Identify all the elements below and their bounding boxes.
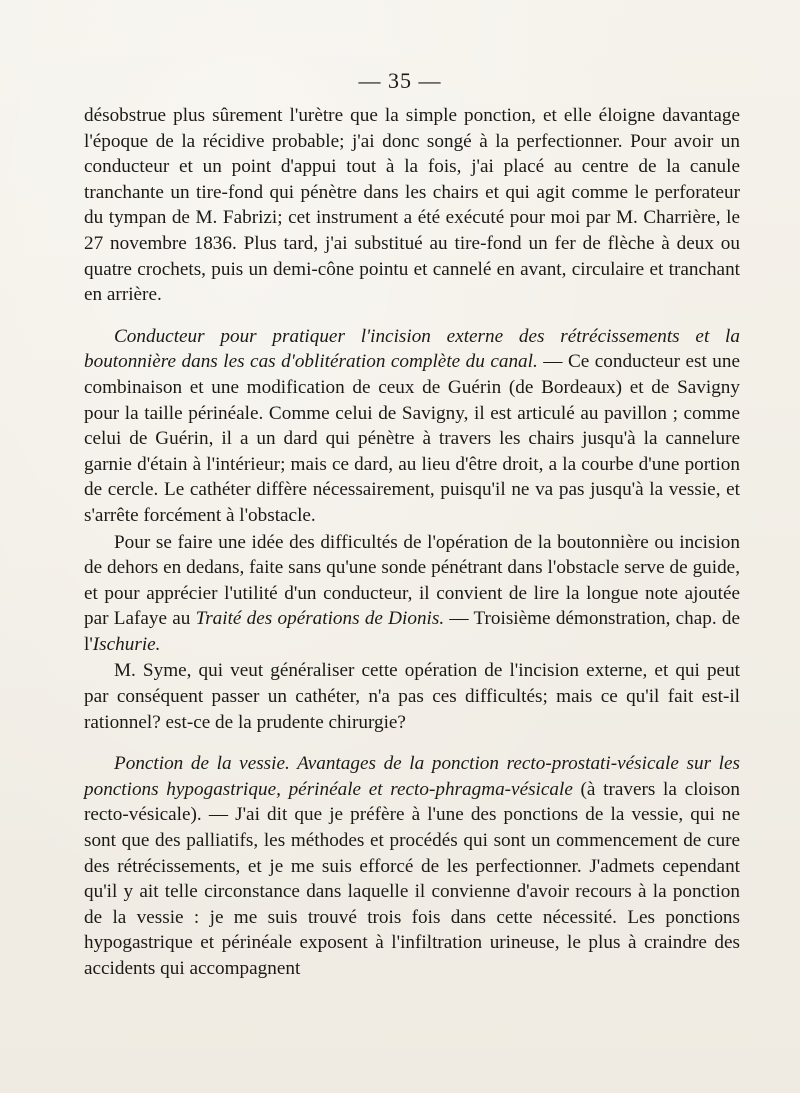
page-number: — 35 — xyxy=(358,68,442,93)
paragraph-2-text: — Ce conducteur est une combinaison et une modification de ceux de Guérin (de Bordeaux) et de Savigny pour la taille périnéale. Comme celui de Savigny, il est articulé au pavillon ; comme celui de Guérin, il a un dard qui pénètre à travers les chairs jusqu'à la cannelure garnie d'étain à l'intérieur; mais ce dard, au lieu d'être droit, a la courbe d'une portion de cercle. Le cathéter diffère nécessairement, puisqu'il ne va pas jusqu'à la vessie, et s'arrête forcément à l'obstacle. xyxy=(84,351,741,526)
paragraph-3-text-b: — Troisième démonstration, chap. de l' xyxy=(84,608,740,655)
paragraph-5-text: (à travers la cloison recto-vésicale). — J'ai dit que je préfère à l'une des ponctions de la vessie, qui ne sont que des palliatifs, les méthodes et procédés qui sont un commencement de cure des rétrécissements, et je me suis efforcé de les perfectionner. J'admets cependant qu'il y ait telle circonstance dans laquelle il convienne d'avoir recours à la ponction de la vessie : je me suis trouvé trois fois dans cette nécessité. Les ponctions hypogastrique et périnéale exposent à l'infiltration urineuse, le plus à craindre des accidents qui accompagnent xyxy=(84,778,740,979)
page-body xyxy=(84,103,740,982)
paragraph-2 xyxy=(84,324,740,529)
citation-dionis: Traité des opérations de Dionis. xyxy=(195,608,445,630)
section-heading-ponction: Ponction de la vessie. Avantages de la ponction recto-prostati-vésicale sur les ponctions hypogastrique, périnéale et recto-phragma-vésicale xyxy=(84,753,740,800)
paragraph-4: M. Syme, qui veut généraliser cette opération de l'incision externe, et qui peut par conséquent passer un cathéter, n'a pas ces difficultés; mais ce qu'il fait est-il rationnel? est-ce de la prudente chirurgie? xyxy=(84,660,740,733)
paragraph-1: désobstrue plus sûrement l'urètre que la simple ponction, et elle éloigne davantage l'époque de la récidive probable; j'ai donc songé à la perfectionner. Pour avoir un conducteur et un point d'appui tout à la fois, j'ai placé au centre de la canule tranchante un tire-fond qui pénètre dans les chairs et qui agit comme le perforateur du tympan de M. Fabrizi; cet instrument a été exécuté pour moi par M. Charrière, le 27 novembre 1836. Plus tard, j'ai substitué au tire-fond un fer de flèche à deux ou quatre crochets, puis un demi-cône pointu et cannelé en avant, circulaire et tranchant en arrière. xyxy=(84,105,740,306)
paragraph-3 xyxy=(84,530,740,658)
section-heading-conducteur: Conducteur pour pratiquer l'incision externe des rétrécissements et la boutonnière dans les cas d'oblitération complète du canal. xyxy=(84,325,740,373)
paragraph-3-text-a: Pour se faire une idée des difficultés de l'opération de la boutonnière ou incision de dehors en dedans, faite sans qu'une sonde pénétrant dans l'obstacle serve de guide, et pour apprécier l'utilité d'un conducteur, il convient de lire la longue note ajoutée par Lafaye au xyxy=(84,531,740,630)
paragraph-5 xyxy=(84,751,740,981)
citation-ischurie: Ischurie. xyxy=(92,633,161,655)
